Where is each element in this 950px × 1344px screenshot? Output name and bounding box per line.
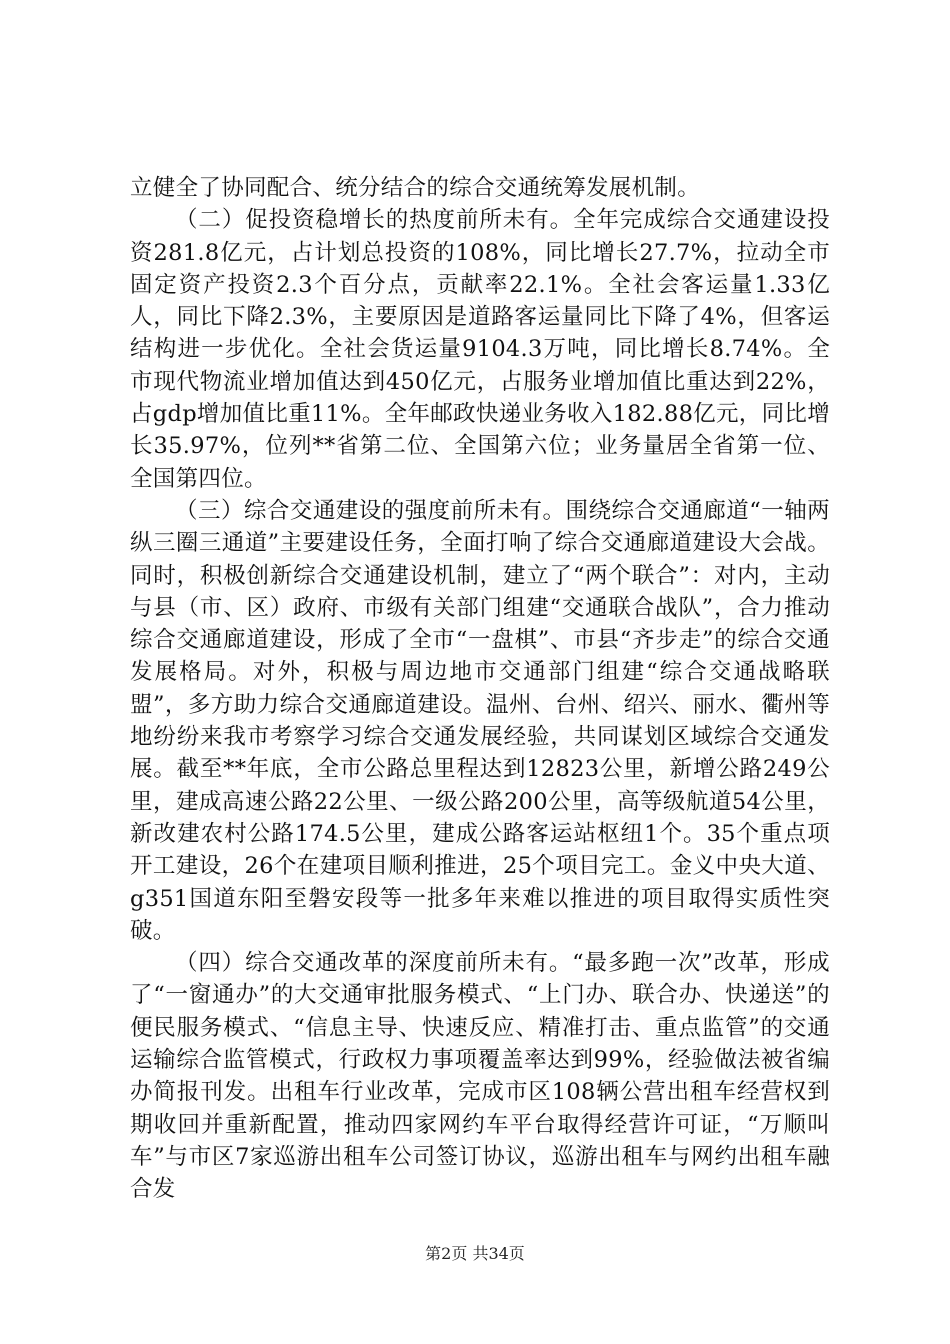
paragraph-investment: （二）促投资稳增长的热度前所未有。全年完成综合交通建设投资281.8亿元，占计划总投资的108%，同比增长27.7%，拉动全市固定资产投资2.3个百分点，贡献率22.1%。全社会客运量1.33亿人，同比下降2.3%，主要原因是道路客运量同比下降了4%，但客运结构进一步优化。全社会货运量9104.3万吨，同比增长8.74%。全市现代物流业增加值达到450亿元，占服务业增加值比重达到22%，占gdp增加值比重11%。全年邮政快递业务收入182.88亿元，同比增长35.97%，位列**省第二位、全国第六位；业务量居全省第一位、全国第四位。 [130,207,830,492]
page-footer [0,1244,950,1264]
paragraph-continuation: 立健全了协同配合、统分结合的综合交通统筹发展机制。 [130,175,701,201]
document-body [130,172,830,1206]
paragraph-reform: （四）综合交通改革的深度前所未有。“最多跑一次”改革，形成了“一窗通办”的大交通审批服务模式、“上门办、联合办、快递送”的便民服务模式、“信息主导、快速反应、精准打击、重点监管”的交通运输综合监管模式，行政权力事项覆盖率达到99%，经验做法被省编办简报刊发。出租车行业改革，完成市区108辆公营出租车经营权到期收回并重新配置，推动四家网约车平台取得经营许可证，“万顺叫车”与市区7家巡游出租车公司签订协议，巡游出租车与网约出租车融合发 [130,950,830,1203]
paragraph-construction: （三）综合交通建设的强度前所未有。围绕综合交通廊道“一轴两纵三圈三通道”主要建设任务，全面打响了综合交通廊道建设大会战。同时，积极创新综合交通建设机制，建立了“两个联合”：对内，主动与县（市、区）政府、市级有关部门组建“交通联合战队”，合力推动综合交通廊道建设，形成了全市“一盘棋”、市县“齐步走”的综合交通发展格局。对外，积极与周边地市交通部门组建“综合交通战略联盟”，多方助力综合交通廊道建设。温州、台州、绍兴、丽水、衢州等地纷纷来我市考察学习综合交通发展经验，共同谋划区域综合交通发展。截至**年底，全市公路总里程达到12823公里，新增公路249公里，建成高速公路22公里、一级公路200公里，高等级航道54公里，新改建农村公路174.5公里，建成公路客运站枢纽1个。35个重点项开工建设，26个在建项目顺利推进，25个项目完工。金义中央大道、g351国道东阳至磐安段等一批多年来难以推进的项目取得实质性突破。 [130,497,830,944]
page-number: 第2页 共34页 [425,1244,525,1263]
